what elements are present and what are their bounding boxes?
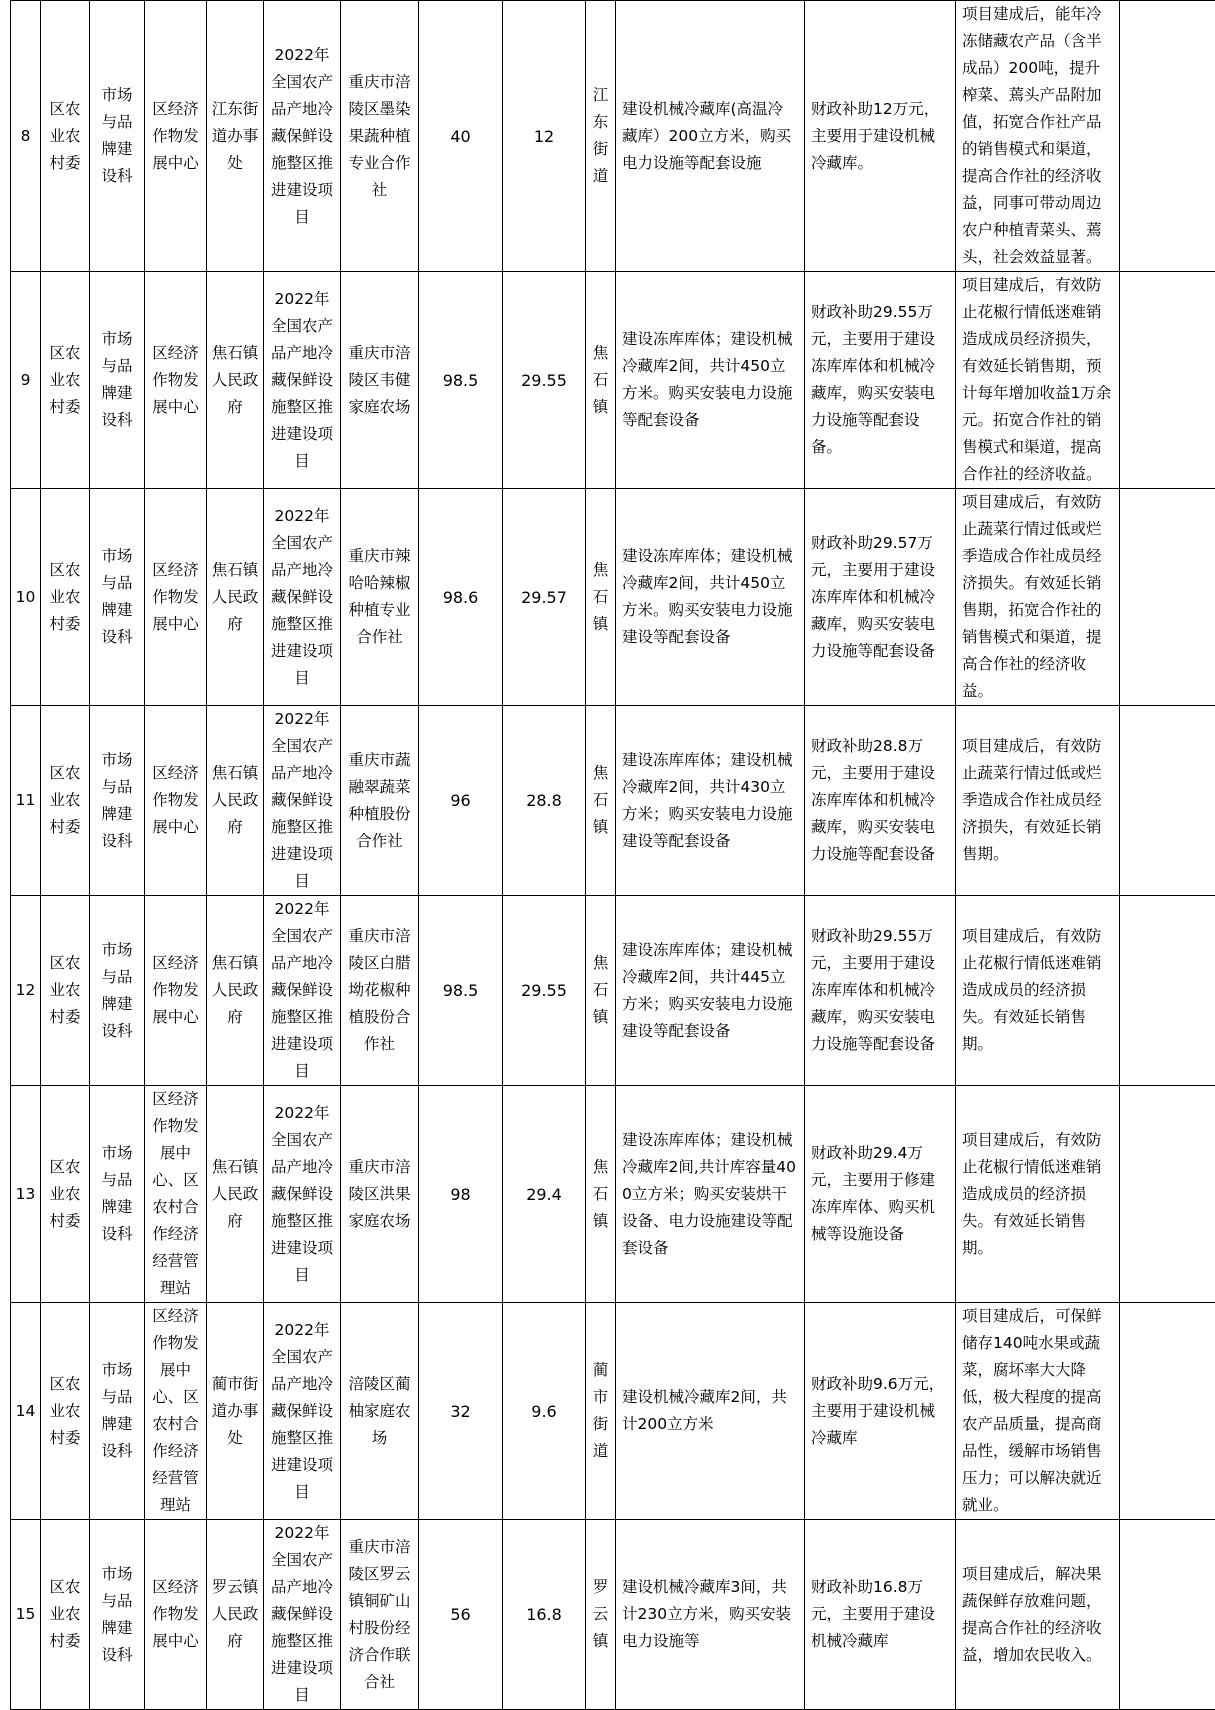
cell-responsible-unit: 区经济作物发展中心 [145, 1, 207, 272]
cell-office: 市场与品牌建设科 [90, 489, 145, 706]
cell-implementing-unit: 焦石镇人民政府 [207, 489, 264, 706]
table-row [11, 1, 1215, 272]
project-table-sheet [10, 0, 1207, 1661]
cell-subsidy: 12 [503, 1, 586, 272]
cell-construction-content: 建设冻库库体；建设机械冷藏库2间，共计450立方米。购买安装电力设施等配套设备 [616, 272, 805, 489]
cell-construction-content: 建设机械冷藏库2间，共计200立方米 [616, 1303, 805, 1520]
table-row [11, 1086, 1215, 1303]
cell-department: 区农业农村委 [41, 272, 90, 489]
cell-implementing-unit: 江东街道办事处 [207, 1, 264, 272]
cell-note [1120, 1520, 1215, 1710]
cell-no: 13 [11, 1086, 41, 1303]
cell-office: 市场与品牌建设科 [90, 896, 145, 1086]
cell-location: 焦石镇 [586, 489, 616, 706]
cell-responsible-unit: 区经济作物发展中心 [145, 272, 207, 489]
cell-construction-content: 建设机械冷藏库3间，共计230立方米，购买安装电力设施等 [616, 1520, 805, 1710]
cell-note [1120, 1303, 1215, 1520]
table-row [11, 896, 1215, 1086]
cell-note [1120, 489, 1215, 706]
cell-responsible-unit: 区经济作物发展中心 [145, 1520, 207, 1710]
cell-project-name: 2022年全国农产品产地冷藏保鲜设施整区推进建设项目 [264, 706, 341, 896]
table-row [11, 1520, 1215, 1710]
cell-fund-use: 财政补助29.57万元，主要用于建设冻库库体和机械冷藏库，购买安装电力设施等配套设备 [805, 489, 956, 706]
cell-note [1120, 272, 1215, 489]
cell-project-owner: 重庆市涪陵区韦健家庭农场 [341, 272, 419, 489]
cell-location: 焦石镇 [586, 706, 616, 896]
cell-office: 市场与品牌建设科 [90, 1, 145, 272]
cell-total-investment: 98.5 [419, 896, 503, 1086]
cell-construction-content: 建设冻库库体；建设机械冷藏库2间，共计430立方米；购买安装电力设施建设等配套设备 [616, 706, 805, 896]
cell-implementing-unit: 蔺市街道办事处 [207, 1303, 264, 1520]
cell-project-owner: 重庆市辣哈哈辣椒种植专业合作社 [341, 489, 419, 706]
cell-project-name: 2022年全国农产品产地冷藏保鲜设施整区推进建设项目 [264, 896, 341, 1086]
cell-no: 10 [11, 489, 41, 706]
cell-subsidy: 28.8 [503, 706, 586, 896]
cell-fund-use: 财政补助12万元，主要用于建设机械冷藏库。 [805, 1, 956, 272]
cell-total-investment: 56 [419, 1520, 503, 1710]
cell-location: 江东街道 [586, 1, 616, 272]
cell-responsible-unit: 区经济作物发展中心、区农村合作经济经营管理站 [145, 1303, 207, 1520]
table-row [11, 489, 1215, 706]
cell-total-investment: 96 [419, 706, 503, 896]
cell-no: 8 [11, 1, 41, 272]
cell-construction-content: 建设机械冷藏库(高温冷藏库）200立方米，购买电力设施等配套设施 [616, 1, 805, 272]
cell-fund-use: 财政补助29.55万元，主要用于建设冻库库体和机械冷藏库，购买安装电力设施等配套设备 [805, 896, 956, 1086]
cell-office: 市场与品牌建设科 [90, 272, 145, 489]
cell-project-name: 2022年全国农产品产地冷藏保鲜设施整区推进建设项目 [264, 1520, 341, 1710]
cell-department: 区农业农村委 [41, 706, 90, 896]
cell-fund-use: 财政补助29.4万元，主要用于修建冻库库体、购买机械等设施设备 [805, 1086, 956, 1303]
cell-construction-content: 建设冻库库体；建设机械冷藏库2间，共计450立方米。购买安装电力设施建设等配套设备 [616, 489, 805, 706]
cell-total-investment: 32 [419, 1303, 503, 1520]
cell-no: 12 [11, 896, 41, 1086]
cell-subsidy: 9.6 [503, 1303, 586, 1520]
cell-department: 区农业农村委 [41, 896, 90, 1086]
cell-project-owner: 重庆市涪陵区罗云镇铜矿山村股份经济合作联合社 [341, 1520, 419, 1710]
cell-project-owner: 涪陵区蔺柚家庭农场 [341, 1303, 419, 1520]
cell-project-name: 2022年全国农产品产地冷藏保鲜设施整区推进建设项目 [264, 1303, 341, 1520]
cell-benefit: 项目建成后，有效防止花椒行情低迷难销造成成员的经济损失。有效延长销售期。 [956, 896, 1120, 1086]
cell-note [1120, 896, 1215, 1086]
cell-implementing-unit: 焦石镇人民政府 [207, 272, 264, 489]
cell-department: 区农业农村委 [41, 489, 90, 706]
cell-location: 焦石镇 [586, 1086, 616, 1303]
cell-total-investment: 40 [419, 1, 503, 272]
cell-total-investment: 98.6 [419, 489, 503, 706]
cell-fund-use: 财政补助16.8万元，主要用于建设机械冷藏库 [805, 1520, 956, 1710]
cell-department: 区农业农村委 [41, 1520, 90, 1710]
cell-project-owner: 重庆市涪陵区白腊坳花椒种植股份合作社 [341, 896, 419, 1086]
cell-project-owner: 重庆市蔬融翠蔬菜种植股份合作社 [341, 706, 419, 896]
cell-location: 蔺市街道 [586, 1303, 616, 1520]
cell-responsible-unit: 区经济作物发展中心 [145, 489, 207, 706]
cell-benefit: 项目建成后，可保鲜储存140吨水果或蔬菜，腐坏率大大降低，极大程度的提高农产品质量，提高商品性，缓解市场销售压力；可以解决就近就业。 [956, 1303, 1120, 1520]
cell-no: 14 [11, 1303, 41, 1520]
cell-no: 9 [11, 272, 41, 489]
cell-subsidy: 29.57 [503, 489, 586, 706]
cell-subsidy: 29.55 [503, 896, 586, 1086]
cell-benefit: 项目建成后，能年冷冻储藏农产品（含半成品）200吨，提升榨菜、蔫头产品附加值，拓宽合作社产品的销售模式和渠道，提高合作社的经济收益，同事可带动周边农户种植青菜头、蔫头，社会效益显著。 [956, 1, 1120, 272]
cell-benefit: 项目建成后，有效防止蔬菜行情过低或烂季造成合作社成员经济损失。有效延长销售期，拓宽合作社的销售模式和渠道，提高合作社的经济收益。 [956, 489, 1120, 706]
cell-department: 区农业农村委 [41, 1086, 90, 1303]
cell-implementing-unit: 焦石镇人民政府 [207, 706, 264, 896]
cell-benefit: 项目建成后，有效防止蔬菜行情过低或烂季造成合作社成员经济损失，有效延长销售期。 [956, 706, 1120, 896]
cell-subsidy: 29.55 [503, 272, 586, 489]
cell-project-owner: 重庆市涪陵区洪果家庭农场 [341, 1086, 419, 1303]
cell-implementing-unit: 焦石镇人民政府 [207, 1086, 264, 1303]
cell-fund-use: 财政补助28.8万元，主要用于建设冻库库体和机械冷藏库，购买安装电力设施等配套设备 [805, 706, 956, 896]
cell-implementing-unit: 焦石镇人民政府 [207, 896, 264, 1086]
cell-responsible-unit: 区经济作物发展中心 [145, 896, 207, 1086]
cell-responsible-unit: 区经济作物发展中心 [145, 706, 207, 896]
cell-location: 焦石镇 [586, 896, 616, 1086]
cell-location: 罗云镇 [586, 1520, 616, 1710]
cell-project-name: 2022年全国农产品产地冷藏保鲜设施整区推进建设项目 [264, 489, 341, 706]
cell-construction-content: 建设冻库库体；建设机械冷藏库2间,共计库容量400立方米；购买安装烘干设备、电力设施建设等配套设备 [616, 1086, 805, 1303]
project-table [10, 0, 1215, 1710]
cell-note [1120, 1, 1215, 272]
cell-project-name: 2022年全国农产品产地冷藏保鲜设施整区推进建设项目 [264, 1, 341, 272]
cell-subsidy: 29.4 [503, 1086, 586, 1303]
cell-office: 市场与品牌建设科 [90, 1303, 145, 1520]
cell-note [1120, 1086, 1215, 1303]
cell-office: 市场与品牌建设科 [90, 706, 145, 896]
cell-total-investment: 98.5 [419, 272, 503, 489]
cell-project-name: 2022年全国农产品产地冷藏保鲜设施整区推进建设项目 [264, 272, 341, 489]
cell-fund-use: 财政补助29.55万元，主要用于建设冻库库体和机械冷藏库，购买安装电力设施等配套设备。 [805, 272, 956, 489]
cell-responsible-unit: 区经济作物发展中心、区农村合作经济经营管理站 [145, 1086, 207, 1303]
table-body [11, 1, 1215, 1710]
cell-benefit: 项目建成后，有效防止花椒行情低迷难销造成成员经济损失，有效延长销售期，预计每年增加收益1万余元。拓宽合作社的销售模式和渠道，提高合作社的经济收益。 [956, 272, 1120, 489]
cell-note [1120, 706, 1215, 896]
cell-total-investment: 98 [419, 1086, 503, 1303]
cell-no: 15 [11, 1520, 41, 1710]
table-row [11, 272, 1215, 489]
cell-benefit: 项目建成后，解决果蔬保鲜存放难问题，提高合作社的经济收益，增加农民收入。 [956, 1520, 1120, 1710]
cell-office: 市场与品牌建设科 [90, 1520, 145, 1710]
cell-location: 焦石镇 [586, 272, 616, 489]
cell-department: 区农业农村委 [41, 1, 90, 272]
cell-benefit: 项目建成后，有效防止花椒行情低迷难销造成成员的经济损失。有效延长销售期。 [956, 1086, 1120, 1303]
cell-subsidy: 16.8 [503, 1520, 586, 1710]
cell-construction-content: 建设冻库库体；建设机械冷藏库2间，共计445立方米；购买安装电力设施建设等配套设备 [616, 896, 805, 1086]
cell-project-name: 2022年全国农产品产地冷藏保鲜设施整区推进建设项目 [264, 1086, 341, 1303]
cell-department: 区农业农村委 [41, 1303, 90, 1520]
cell-project-owner: 重庆市涪陵区墨染果蔬种植专业合作社 [341, 1, 419, 272]
cell-office: 市场与品牌建设科 [90, 1086, 145, 1303]
cell-no: 11 [11, 706, 41, 896]
table-row [11, 1303, 1215, 1520]
cell-fund-use: 财政补助9.6万元，主要用于建设机械冷藏库 [805, 1303, 956, 1520]
cell-implementing-unit: 罗云镇人民政府 [207, 1520, 264, 1710]
table-row [11, 706, 1215, 896]
